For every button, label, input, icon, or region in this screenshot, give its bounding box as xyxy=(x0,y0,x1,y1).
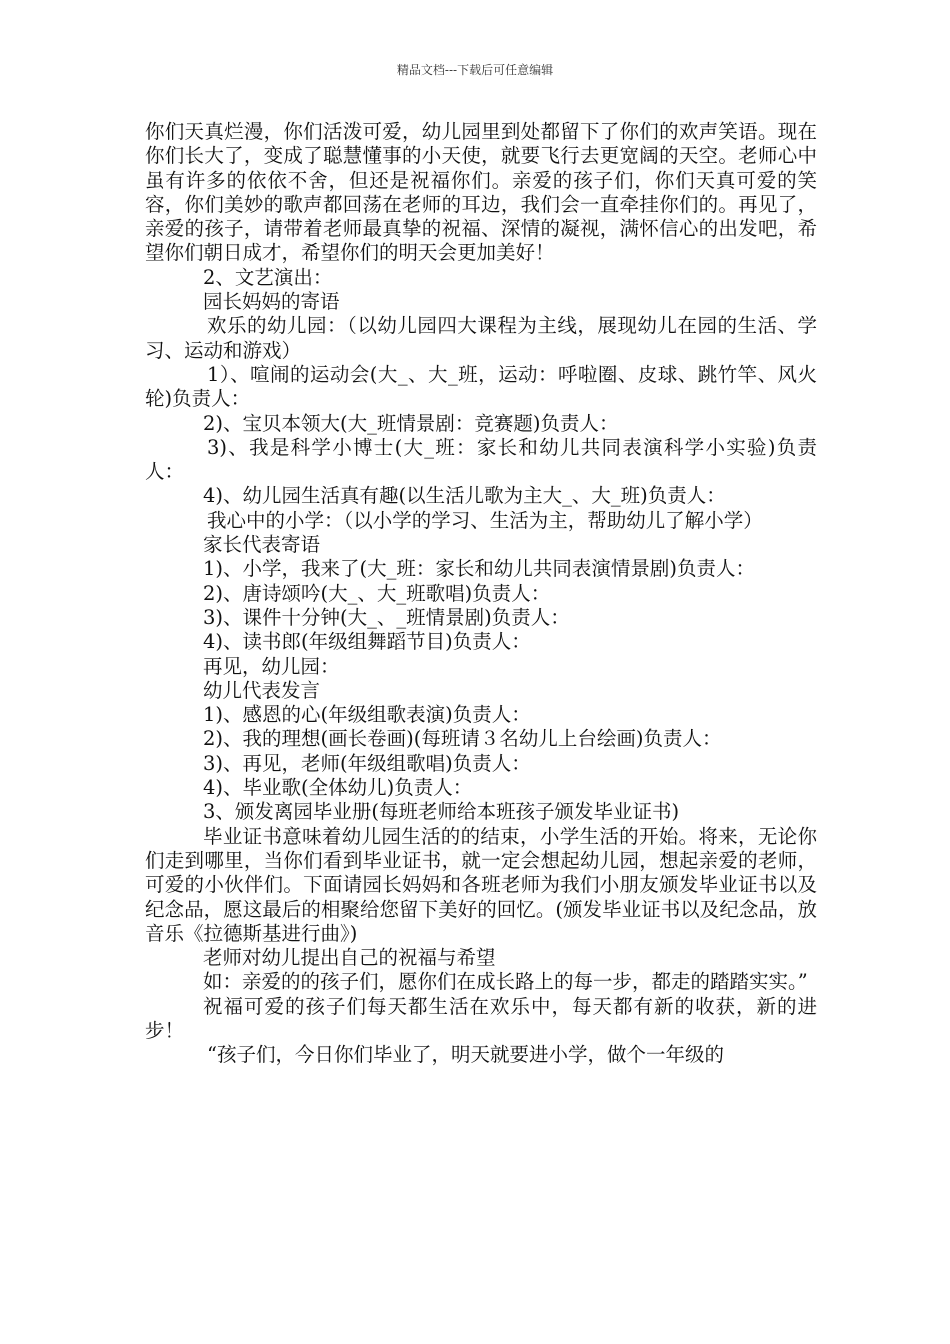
paragraph-happy-kindergarten: 欢乐的幼儿园：（以幼儿园四大课程为主线，展现幼儿在园的生活、学习、运动和游戏） xyxy=(145,314,817,362)
paragraph-farewell: 你们天真烂漫，你们活泼可爱，幼儿园里到处都留下了你们的欢声笑语。现在你们长大了，变成了聪慧懂事的小天使，就要飞行去更宽阔的天空。老师心中虽有许多的依依不舍，但还是祝福你们。亲爱的孩子们，你们天真可爱的笑容，你们美妙的歌声都回荡在老师的耳边，我们会一直牵挂你们的。再见了，亲爱的孩子，请带着老师最真挚的祝福、深情的凝视，满怀信心的出发吧，希望你们朝日成才，希望你们的明天会更加美好！ xyxy=(145,120,817,265)
paragraph-certificate-heading: 3、颁发离园毕业册(每班老师给本班孩子颁发毕业证书) xyxy=(203,800,680,824)
paragraph-primary-school: 我心中的小学：（以小学的学习、生活为主，帮助幼儿了解小学） xyxy=(207,508,763,532)
paragraph-goodbye-kindergarten: 再见，幼儿园： xyxy=(203,654,340,678)
paragraph-child-speech: 幼儿代表发言 xyxy=(203,678,321,702)
paragraph-item-graduation-song: 4)、毕业歌(全体幼儿)负责人： xyxy=(203,776,473,800)
paragraph-item-my-dream: 2)、我的理想(画长卷画)(每班请３名幼儿上台绘画)负责人： xyxy=(203,727,722,751)
paragraph-item-poetry: 2)、唐诗颂吟(大_、大_班歌唱)负责人： xyxy=(203,581,551,605)
paragraph-principal-message: 园长妈妈的寄语 xyxy=(203,290,340,314)
page-header: 精品文档---下载后可任意编辑 xyxy=(396,63,554,77)
paragraph-item-grateful-heart: 1)、感恩的心(年级组歌表演)负责人： xyxy=(203,703,531,727)
paragraph-item-baby-skills: 2)、宝贝本领大(大_班情景剧：竞赛题)负责人： xyxy=(203,411,619,435)
paragraph-item-sports-meet: 1）、喧闹的运动会(大_、大_班，运动：呼啦圈、皮球、跳竹竿、风火轮)负责人： xyxy=(145,362,817,411)
paragraph-item-life-fun: 4)、幼儿园生活真有趣(以生活儿歌为主大_、大_班)负责人： xyxy=(203,484,726,508)
paragraph-item-science: 3)、我是科学小博士(大_班：家长和幼儿共同表演科学小实验)负责人： xyxy=(145,435,817,484)
paragraph-item-here-i-come: 1)、小学，我来了(大_班：家长和幼儿共同表演情景剧)负责人： xyxy=(203,557,755,581)
paragraph-item-goodbye-teacher: 3)、再见，老师(年级组歌唱)负责人： xyxy=(203,751,531,775)
paragraph-item-reading: 4)、读书郎(年级组舞蹈节目)负责人： xyxy=(203,630,531,654)
paragraph-closing-quote: “孩子们，今日你们毕业了，明天就要进小学，做个一年级的 xyxy=(207,1043,724,1067)
paragraph-parent-message: 家长代表寄语 xyxy=(203,533,321,557)
paragraph-blessing: 祝福可爱的孩子们每天都生活在欢乐中，每天都有新的收获，新的进步！ xyxy=(145,994,817,1042)
paragraph-certificate-meaning: 毕业证书意味着幼儿园生活的的结束，小学生活的开始。将来，无论你们走到哪里，当你们看到毕业证书，就一定会想起幼儿园，想起亲爱的老师，可爱的小伙伴们。下面请园长妈妈和各班老师为我们小朋友颁发毕业证书以及纪念品，愿这最后的相聚给您留下美好的回忆。(颁发毕业证书以及纪念品，放音乐《拉德斯基进行曲》) xyxy=(145,824,817,945)
document-body xyxy=(145,120,817,1068)
paragraph-example-wish: 如：亲爱的的孩子们，愿你们在成长路上的每一步，都走的踏踏实实。” xyxy=(203,970,808,994)
paragraph-item-courseware: 3)、课件十分钟(大_、_班情景剧)负责人： xyxy=(203,605,570,629)
paragraph-performance-heading: 2、文艺演出： xyxy=(203,265,333,289)
paragraph-teacher-wishes: 老师对幼儿提出自己的祝福与希望 xyxy=(203,946,496,970)
